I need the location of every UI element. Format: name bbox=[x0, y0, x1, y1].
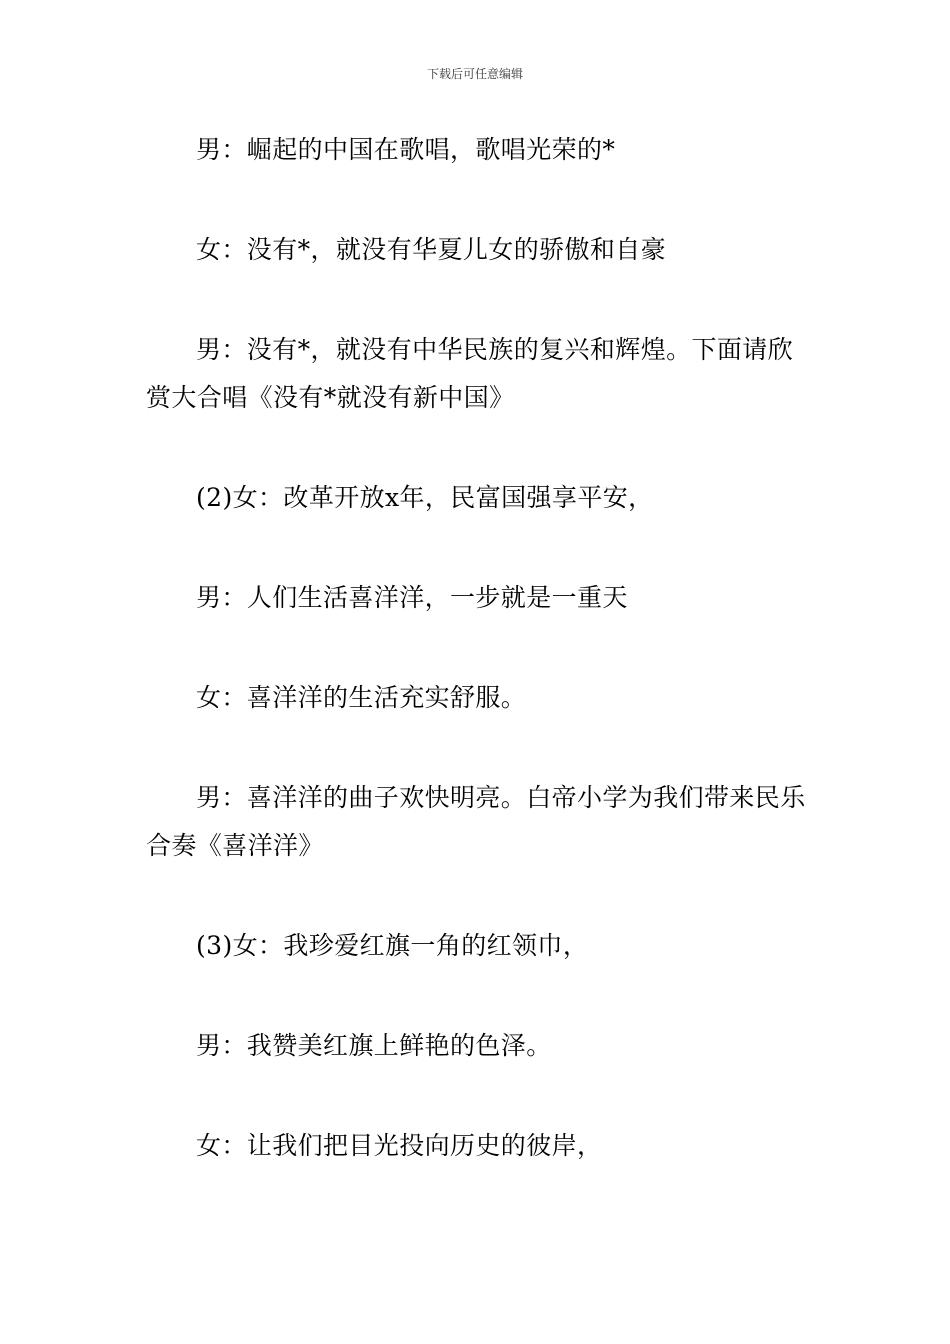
paragraph-9: 男：我赞美红旗上鲜艳的色泽。 bbox=[196, 1031, 552, 1060]
paragraph-6: 女：喜洋洋的生活充实舒服。 bbox=[196, 683, 527, 712]
paragraph-1: 男：崛起的中国在歌唱，歌唱光荣的* bbox=[196, 135, 616, 164]
header-note: 下载后可任意编辑 bbox=[426, 67, 523, 81]
paragraph-3: 男：没有*，就没有中华民族的复兴和辉煌。下面请欣赏大合唱《没有*就没有新中国》 bbox=[146, 335, 794, 412]
paragraph-5: 男：人们生活喜洋洋，一步就是一重天 bbox=[196, 583, 628, 612]
paragraph-4: (2)女：改革开放x年，民富国强享平安， bbox=[196, 483, 654, 512]
paragraph-8: (3)女：我珍爱红旗一角的红领巾， bbox=[196, 931, 589, 960]
paragraph-2: 女：没有*，就没有华夏儿女的骄傲和自豪 bbox=[196, 235, 667, 264]
paragraph-10: 女：让我们把目光投向历史的彼岸， bbox=[196, 1131, 603, 1160]
document-body bbox=[146, 126, 811, 1170]
paragraph-7: 男：喜洋洋的曲子欢快明亮。白帝小学为我们带来民乐合奏《喜洋洋》 bbox=[146, 783, 806, 860]
